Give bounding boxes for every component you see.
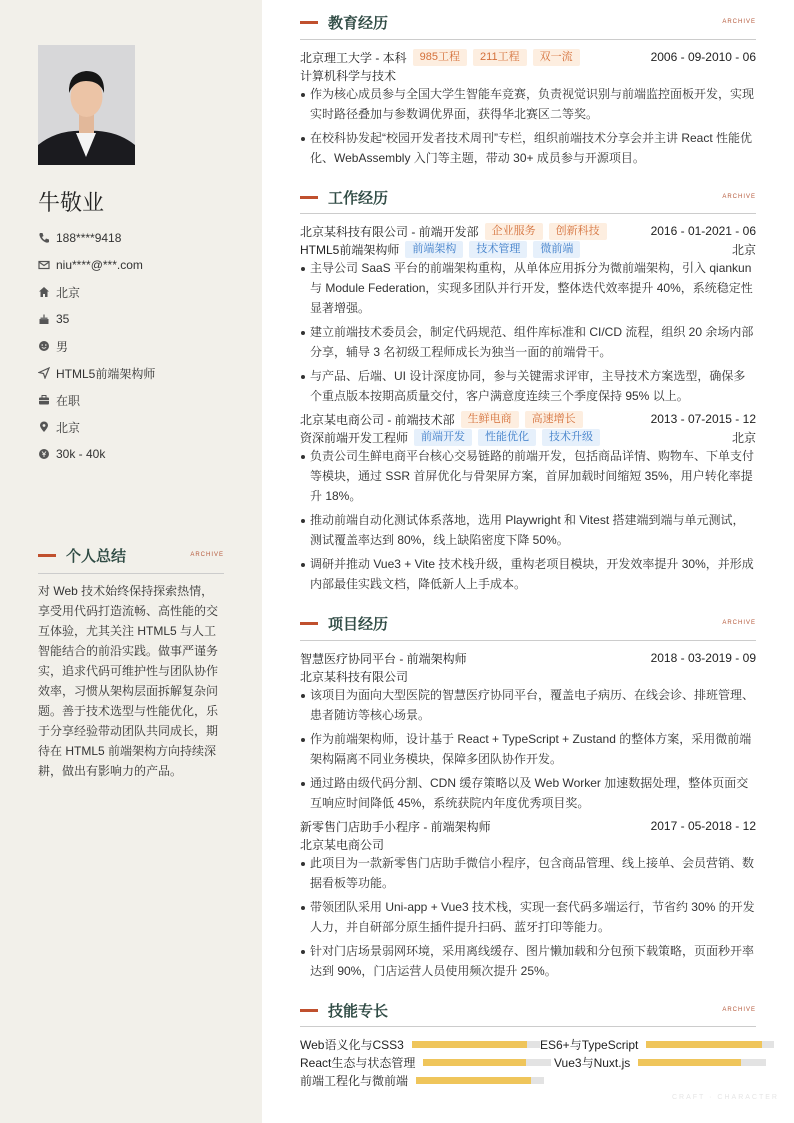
- bullet-item: 作为核心成员参与全国大学生智能车竞赛，负责视觉识别与前端监控面板开发，实现实时路径叠加与参数调优界面，获得华北赛区二等奖。: [300, 84, 756, 124]
- company-tag: 高速增长: [525, 411, 583, 428]
- skill-name: 前端工程化与微前端: [300, 1073, 409, 1088]
- education-school-row: [300, 48, 756, 66]
- salary-text: 30k - 40k: [56, 447, 106, 461]
- job-period: 2016 - 01-2021 - 06: [650, 224, 756, 238]
- section-accent-bar: [300, 196, 318, 199]
- school-tag: 双一流: [533, 49, 580, 66]
- role-tag: 微前端: [533, 241, 580, 258]
- education-major-row: [300, 66, 756, 84]
- section-accent-bar: [300, 622, 318, 625]
- skill-name: React生态与状态管理: [300, 1055, 416, 1070]
- smiley-icon: [38, 340, 50, 352]
- map-pin-icon: [38, 421, 50, 433]
- job-role: HTML5前端架构师: [300, 242, 400, 257]
- archive-tag: ARCHIVE: [722, 19, 756, 25]
- job-company-row: [300, 410, 756, 428]
- age-text: 35: [56, 312, 70, 326]
- projects-section-header: [300, 613, 756, 633]
- bullet-item: 此项目为一款新零售门店助手微信小程序，包含商品管理、线上接单、会员营销、数据看板等功能。: [300, 853, 756, 893]
- skill-bar-fill: [423, 1059, 525, 1066]
- phone-text: 188****9418: [56, 231, 122, 245]
- work-title: 工作经历: [328, 189, 389, 207]
- project-bullets: [300, 685, 756, 817]
- bullet-item: 该项目为面向大型医院的智慧医疗协同平台，覆盖电子病历、在线会诊、排班管理、患者随访等核心场景。: [300, 685, 756, 725]
- project-org-row: [300, 667, 756, 685]
- projects-divider: [300, 640, 756, 641]
- education-section-header: [300, 12, 756, 32]
- status-text: 在职: [56, 393, 81, 408]
- email-row: [38, 256, 143, 274]
- summary-section-header: [38, 545, 224, 565]
- education-divider: [300, 39, 756, 40]
- section-accent-bar: [300, 1009, 318, 1012]
- project-name: 智慧医疗协同平台 - 前端架构师: [300, 651, 467, 666]
- job-bullets: [300, 446, 756, 598]
- skill-bar: [423, 1059, 551, 1066]
- skill-item: [300, 1072, 544, 1088]
- skill-item: [540, 1036, 774, 1052]
- gender-text: 男: [56, 339, 69, 354]
- bullet-item: 负责公司生鲜电商平台核心交易链路的前端开发，包括商品详情、购物车、下单支付等模块，通过 SSR 首屏优化与骨架屏方案，首屏加载时间缩短 35%，用户转化率提升 18%。: [300, 446, 756, 506]
- company-name: 北京某科技有限公司 - 前端开发部: [300, 224, 479, 239]
- role-tag: 技术升级: [542, 429, 600, 446]
- bullet-item: 推动前端自动化测试体系落地，选用 Playwright 和 Vitest 搭建端到端与单元测试，测试覆盖率达到 80%，线上缺陷密度下降 50%。: [300, 510, 756, 550]
- skill-item: [300, 1054, 551, 1070]
- gender-row: [38, 337, 68, 355]
- phone-row: [38, 229, 121, 247]
- email-text: niu****@***.com: [56, 258, 143, 272]
- candidate-name: 牛敬业: [38, 190, 105, 215]
- bullet-item: 通过路由级代码分割、CDN 缓存策略以及 Web Worker 加速数据处理，整体页面交互响应时间降低 45%，系统获院内年度优秀项目奖。: [300, 773, 756, 813]
- bullet-item: 调研并推动 Vue3 + Vite 技术栈升级，重构老项目模块，开发效率提升 30%，并形成内部最佳实践文档，降低新人上手成本。: [300, 554, 756, 594]
- project-org: 北京某科技有限公司: [300, 669, 409, 684]
- archive-tag: ARCHIVE: [190, 552, 224, 558]
- salary-row: [38, 445, 105, 463]
- skill-name: ES6+与TypeScript: [540, 1037, 639, 1052]
- company-tag: 企业服务: [485, 223, 543, 240]
- bullet-item: 针对门店场景弱网环境，采用离线缓存、图片懒加载和分包预下载策略，页面秒开率达到 90%，门店运营人员使用频次提升 25%。: [300, 941, 756, 981]
- bullet-item: 带领团队采用 Uni-app + Vue3 技术栈，实现一套代码多端运行，节省约 30% 的开发人力，并自研部分原生插件提升扫码、蓝牙打印等能力。: [300, 897, 756, 937]
- bullet-item: 作为前端架构师，设计基于 React + TypeScript + Zustand 的整体方案，采用微前端架构隔离不同业务模块，保障多团队协作开发。: [300, 729, 756, 769]
- project-org-row: [300, 835, 756, 853]
- sidebar: [0, 0, 262, 1123]
- job-role-row: [300, 428, 756, 446]
- skill-bar: [412, 1041, 540, 1048]
- location-text: 北京: [56, 285, 81, 300]
- project-period: 2017 - 05-2018 - 12: [650, 819, 756, 833]
- project-name: 新零售门店助手小程序 - 前端架构师: [300, 819, 491, 834]
- job-role-row: [300, 240, 756, 258]
- project-name-row: [300, 817, 756, 835]
- education-title: 教育经历: [328, 14, 389, 32]
- skill-bar-fill: [412, 1041, 527, 1048]
- job-role: 资深前端开发工程师: [300, 430, 409, 445]
- email-icon: [38, 259, 50, 271]
- watermark: CRAFT · CHARACTER: [672, 1094, 779, 1101]
- section-accent-bar: [300, 21, 318, 24]
- role-tag: 性能优化: [478, 429, 536, 446]
- company-tag: 生鲜电商: [461, 411, 519, 428]
- home-icon: [38, 286, 50, 298]
- send-icon: [38, 367, 50, 379]
- project-bullets: [300, 853, 756, 985]
- school-name: 北京理工大学 - 本科: [300, 50, 407, 65]
- project-org: 北京某电商公司: [300, 837, 385, 852]
- bullet-item: 建立前端技术委员会，制定代码规范、组件库标准和 CI/CD 流程，组织 20 余场内部分享，辅导 3 名初级工程师成长为独当一面的前端骨干。: [300, 322, 756, 362]
- school-tag: 211工程: [473, 49, 527, 66]
- company-tag: 创新科技: [549, 223, 607, 240]
- archive-tag: ARCHIVE: [722, 194, 756, 200]
- target-city-text: 北京: [56, 420, 81, 435]
- position-row: [38, 364, 155, 382]
- school-tag: 985工程: [413, 49, 467, 66]
- skill-item: [554, 1054, 766, 1070]
- skills-divider: [300, 1026, 756, 1027]
- archive-tag: ARCHIVE: [722, 620, 756, 626]
- education-bullets: [300, 84, 756, 172]
- cake-icon: [38, 313, 50, 325]
- skill-bar-fill: [646, 1041, 761, 1048]
- job-company-row: [300, 222, 756, 240]
- summary-text: 对 Web 技术始终保持探索热情，享受用代码打造流畅、高性能的交互体验，尤其关注 HTML5 与人工智能结合的前沿实践。做事严谨务实，追求代码可维护性与团队协作效率，习惯从架构层面拆解复杂问题。善于技术选型与性能优化，乐于分享经验带动团队共同成长，期待在 HTML5 前端架构方向持续深耕，做出有影响力的产品。: [38, 584, 219, 778]
- role-tag: 前端开发: [414, 429, 472, 446]
- job-city: 北京: [731, 242, 756, 257]
- company-name: 北京某电商公司 - 前端技术部: [300, 412, 455, 427]
- skill-name: Web语义化与CSS3: [300, 1037, 404, 1052]
- education-period: 2006 - 09-2010 - 06: [650, 50, 756, 64]
- summary-divider: [38, 573, 224, 574]
- skill-bar: [416, 1077, 544, 1084]
- coin-icon: [38, 448, 50, 460]
- skill-bar: [646, 1041, 774, 1048]
- project-name-row: [300, 649, 756, 667]
- bullet-item: 与产品、后端、UI 设计深度协同，参与关键需求评审，主导技术方案选型，确保多个重点版本按期高质量交付，客户满意度连续三个季度保持 95% 以上。: [300, 366, 756, 406]
- skill-bar: [638, 1059, 766, 1066]
- major-name: 计算机科学与技术: [300, 68, 397, 83]
- skills-title: 技能专长: [328, 1002, 389, 1020]
- skill-item: [300, 1036, 540, 1052]
- age-row: [38, 310, 69, 328]
- bullet-item: 主导公司 SaaS 平台的前端架构重构，从单体应用拆分为微前端架构，引入 qiankun 与 Module Federation，实现多团队并行开发，整体迭代效率提升 40%，系统稳定性显著增强。: [300, 258, 756, 318]
- status-row: [38, 391, 80, 409]
- work-divider: [300, 213, 756, 214]
- position-text: HTML5前端架构师: [56, 366, 156, 381]
- job-city: 北京: [731, 430, 756, 445]
- job-period: 2013 - 07-2015 - 12: [650, 412, 756, 426]
- location-row: [38, 283, 80, 301]
- skill-name: Vue3与Nuxt.js: [554, 1055, 631, 1070]
- section-accent-bar: [38, 554, 56, 557]
- briefcase-icon: [38, 394, 50, 406]
- bullet-item: 在校科协发起“校园开发者技术周刊”专栏，组织前端技术分享会并主讲 React 性能优化、WebAssembly 入门等主题，带动 30+ 成员参与开源项目。: [300, 128, 756, 168]
- phone-icon: [38, 232, 50, 244]
- skills-section-header: [300, 1000, 756, 1020]
- role-tag: 技术管理: [469, 241, 527, 258]
- work-section-header: [300, 187, 756, 207]
- job-bullets: [300, 258, 756, 410]
- role-tag: 前端架构: [405, 241, 463, 258]
- projects-title: 项目经历: [328, 615, 389, 633]
- archive-tag: ARCHIVE: [722, 1007, 756, 1013]
- summary-title: 个人总结: [66, 547, 127, 565]
- skill-bar-fill: [416, 1077, 531, 1084]
- skill-bar-fill: [638, 1059, 740, 1066]
- avatar: [38, 45, 135, 165]
- target-city-row: [38, 418, 80, 436]
- project-period: 2018 - 03-2019 - 09: [650, 651, 756, 665]
